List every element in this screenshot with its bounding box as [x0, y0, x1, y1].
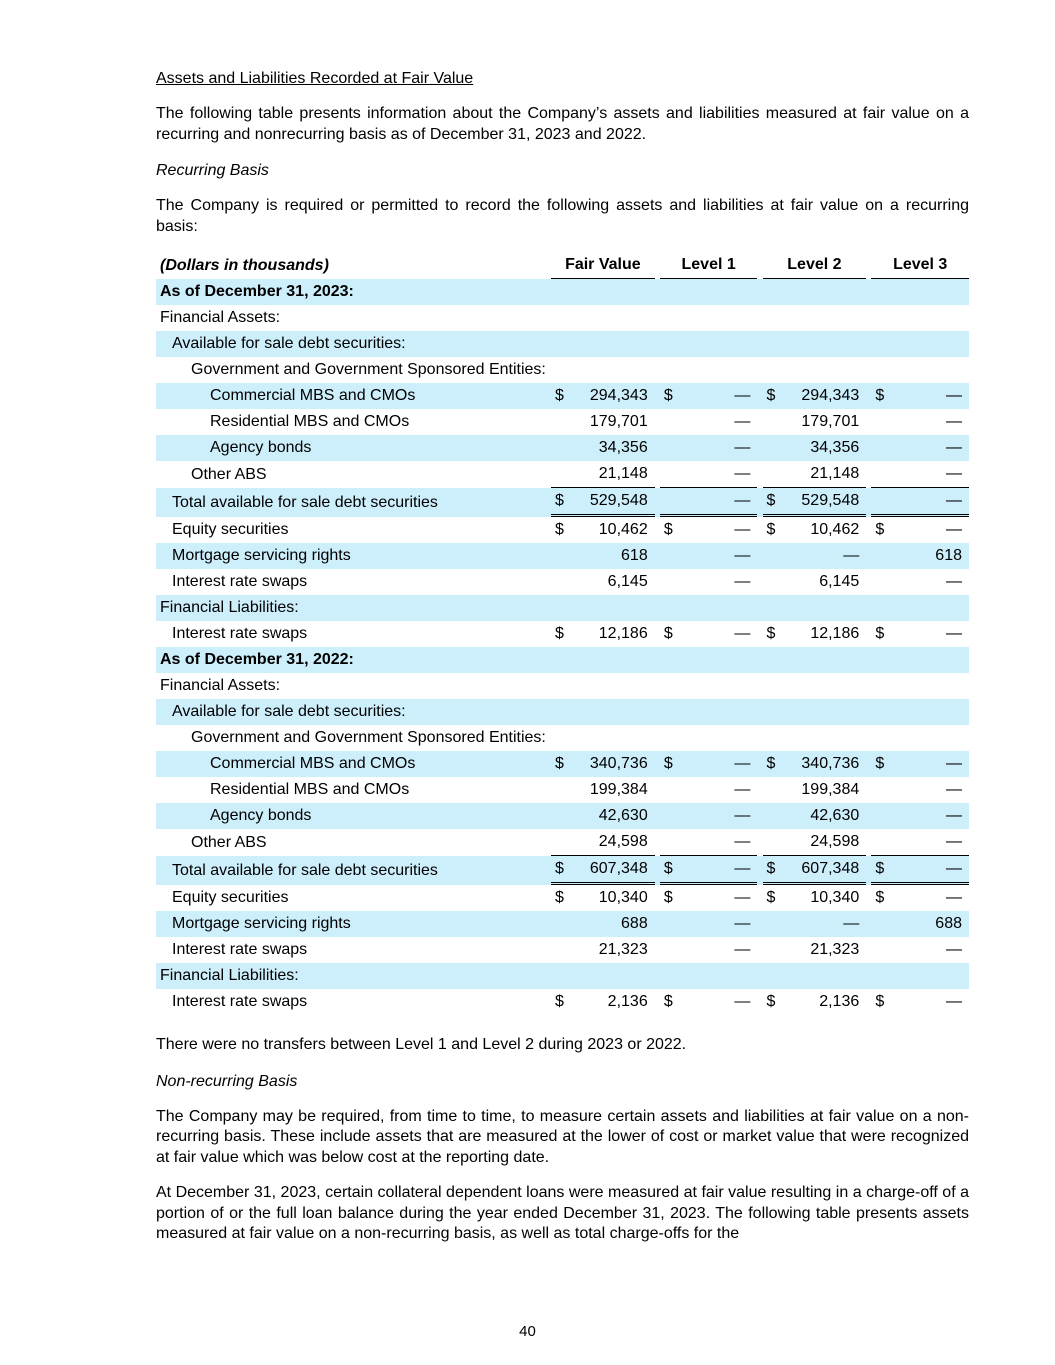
level-2-cell: 340,736	[779, 751, 866, 777]
currency-symbol: $	[875, 521, 885, 538]
fair-value-cell: 2,136	[607, 993, 648, 1010]
table-row	[156, 621, 969, 647]
currency-symbol: $	[555, 521, 564, 538]
fair-value-cell: 688	[568, 911, 655, 937]
currency-symbol	[763, 777, 780, 803]
row-filler	[546, 963, 969, 989]
fair-value-cell: 294,343	[568, 383, 655, 409]
currency-symbol: $	[555, 993, 564, 1010]
currency-symbol: $	[663, 625, 673, 642]
level-2-cell: 10,340	[810, 889, 860, 906]
level-3-cell: —	[888, 488, 969, 517]
currency-symbol: $	[663, 889, 673, 906]
level-1-cell: —	[734, 941, 751, 958]
row-label: Commercial MBS and CMOs	[156, 751, 546, 777]
currency-symbol	[871, 435, 888, 461]
row-label: Available for sale debt securities:	[156, 699, 546, 725]
fair-value-cell: 10,340	[598, 889, 648, 906]
fair-value-cell: 607,348	[568, 856, 655, 885]
row-label: Residential MBS and CMOs	[210, 413, 410, 430]
currency-symbol	[551, 911, 568, 937]
row-filler	[546, 357, 969, 383]
currency-symbol	[660, 803, 677, 829]
level-1-cell: —	[734, 573, 751, 590]
currency-symbol	[551, 803, 568, 829]
row-label: Equity securities	[172, 889, 289, 906]
table-row	[156, 989, 969, 1015]
currency-symbol	[551, 829, 568, 856]
level-2-cell: 6,145	[819, 573, 860, 590]
page-number: 40	[519, 1323, 536, 1340]
document-body	[156, 68, 969, 1260]
currency-symbol	[551, 543, 568, 569]
currency-symbol	[871, 543, 888, 569]
currency-symbol: $	[551, 856, 568, 885]
level-2-cell: 21,323	[810, 941, 860, 958]
currency-symbol: $	[871, 856, 888, 885]
row-label: As of December 31, 2023:	[156, 279, 546, 305]
table-row	[156, 461, 969, 488]
currency-symbol: $	[875, 889, 885, 906]
row-label: Equity securities	[172, 521, 289, 538]
fair-value-cell: 6,145	[607, 573, 648, 590]
header-fair-value: Fair Value	[551, 252, 655, 279]
level-3-cell: —	[888, 829, 969, 856]
level-1-cell: —	[734, 993, 751, 1010]
level-2-cell: 34,356	[779, 435, 866, 461]
table-row	[156, 569, 969, 595]
table-row	[156, 937, 969, 963]
currency-symbol: $	[766, 521, 776, 538]
level-3-cell: 688	[888, 911, 969, 937]
fair-value-cell: 618	[568, 543, 655, 569]
currency-symbol	[763, 461, 780, 488]
level-2-cell: —	[779, 543, 866, 569]
table-row	[156, 911, 969, 937]
currency-symbol: $	[660, 856, 677, 885]
level-1-cell: —	[677, 383, 758, 409]
table-row	[156, 543, 969, 569]
row-label: Agency bonds	[156, 435, 546, 461]
currency-symbol: $	[871, 751, 888, 777]
table-row	[156, 647, 969, 673]
row-filler	[546, 595, 969, 621]
currency-symbol	[871, 569, 888, 595]
currency-symbol	[660, 829, 677, 856]
level-2-cell: 607,348	[779, 856, 866, 885]
fair-value-cell: 529,548	[568, 488, 655, 517]
level-1-cell: —	[734, 781, 751, 798]
currency-symbol: $	[766, 625, 776, 642]
level-2-cell: —	[779, 911, 866, 937]
currency-symbol	[551, 409, 568, 435]
currency-symbol	[551, 937, 568, 963]
currency-symbol: $	[663, 993, 673, 1010]
row-label: Government and Government Sponsored Entities:	[191, 729, 546, 746]
currency-symbol	[763, 829, 780, 856]
currency-symbol	[871, 829, 888, 856]
table-row	[156, 699, 969, 725]
table-row	[156, 595, 969, 621]
row-filler	[546, 673, 969, 699]
level-1-cell: —	[734, 625, 751, 642]
currency-symbol: $	[763, 383, 780, 409]
currency-symbol: $	[551, 383, 568, 409]
level-3-cell: —	[888, 435, 969, 461]
level-1-cell: —	[734, 889, 751, 906]
intro-paragraph: The following table presents information about the Company’s assets and liabilities measured at fair value on a recurring and nonrecurring basis as of December 31, 2023 and 2022.	[156, 105, 969, 143]
row-label: Financial Assets:	[160, 309, 281, 326]
currency-symbol	[763, 435, 780, 461]
currency-symbol	[551, 461, 568, 488]
level-2-cell: 42,630	[779, 803, 866, 829]
nonrecurring-paragraph-1: The Company may be required, from time to time, to measure certain assets and liabilities at fair value on a non-recurring basis. These include assets that are measured at the lower of cost or market value that were recognized at fair value which was below cost at the reporting date.	[156, 1107, 969, 1166]
row-filler	[546, 647, 969, 673]
level-2-cell: 21,148	[779, 461, 866, 488]
table-row	[156, 331, 969, 357]
transfers-paragraph: There were no transfers between Level 1 and Level 2 during 2023 or 2022.	[156, 1036, 687, 1053]
table-row	[156, 279, 969, 305]
fair-value-cell: 10,462	[598, 521, 648, 538]
table-row	[156, 673, 969, 699]
table-row	[156, 357, 969, 383]
row-label: Total available for sale debt securities	[156, 856, 546, 885]
currency-symbol	[551, 777, 568, 803]
header-level-1: Level 1	[660, 252, 758, 279]
level-3-cell: —	[946, 781, 962, 798]
table-row	[156, 963, 969, 989]
currency-symbol: $	[663, 521, 673, 538]
currency-symbol	[871, 777, 888, 803]
currency-symbol	[660, 937, 677, 963]
level-3-cell: —	[888, 751, 969, 777]
currency-symbol: $	[660, 751, 677, 777]
currency-symbol: $	[875, 993, 885, 1010]
currency-symbol: $	[766, 889, 776, 906]
table-row	[156, 409, 969, 435]
header-level-2: Level 2	[763, 252, 867, 279]
row-filler	[546, 331, 969, 357]
table-row	[156, 803, 969, 829]
currency-symbol	[763, 543, 780, 569]
table-row	[156, 885, 969, 911]
row-label: Mortgage servicing rights	[156, 911, 546, 937]
currency-symbol	[763, 911, 780, 937]
currency-symbol	[871, 488, 888, 517]
level-3-cell: —	[946, 993, 962, 1010]
fair-value-cell: 21,148	[568, 461, 655, 488]
row-label: Mortgage servicing rights	[156, 543, 546, 569]
row-label: Interest rate swaps	[172, 941, 308, 958]
level-1-cell: —	[677, 751, 758, 777]
currency-symbol	[551, 435, 568, 461]
row-filler	[546, 279, 969, 305]
level-3-cell: —	[946, 521, 962, 538]
table-row	[156, 488, 969, 517]
level-3-cell: —	[946, 889, 962, 906]
row-label: Financial Liabilities:	[156, 963, 546, 989]
table-row	[156, 751, 969, 777]
recurring-paragraph: The Company is required or permitted to record the following assets and liabilities at fair value on a recurring basis:	[156, 197, 969, 235]
table-row	[156, 383, 969, 409]
row-label: Total available for sale debt securities	[156, 488, 546, 517]
level-2-cell: 10,462	[810, 521, 860, 538]
fair-value-cell: 12,186	[598, 625, 648, 642]
row-label: Other ABS	[191, 465, 267, 483]
currency-symbol	[660, 911, 677, 937]
fair-value-cell: 199,384	[589, 781, 648, 798]
fair-value-cell: 24,598	[568, 829, 655, 856]
currency-symbol	[871, 409, 888, 435]
nonrecurring-heading: Non-recurring Basis	[156, 1072, 298, 1090]
fair-value-cell: 34,356	[568, 435, 655, 461]
currency-symbol	[660, 488, 677, 517]
level-2-cell: 24,598	[779, 829, 866, 856]
level-3-cell: 618	[888, 543, 969, 569]
level-3-cell: —	[946, 413, 962, 430]
fair-value-table	[156, 252, 969, 1015]
currency-symbol: $	[551, 751, 568, 777]
level-1-cell: —	[677, 911, 758, 937]
row-label: Government and Government Sponsored Entities:	[191, 361, 546, 378]
currency-symbol	[551, 569, 568, 595]
row-label: Commercial MBS and CMOs	[156, 383, 546, 409]
recurring-heading: Recurring Basis	[156, 162, 269, 179]
header-level-3: Level 3	[871, 252, 969, 279]
row-filler	[546, 699, 969, 725]
row-filler	[546, 305, 969, 331]
table-header-row	[156, 252, 969, 279]
currency-symbol	[660, 461, 677, 488]
currency-symbol	[660, 409, 677, 435]
row-filler	[546, 725, 969, 751]
level-1-cell: —	[677, 856, 758, 885]
level-2-cell: 529,548	[779, 488, 866, 517]
level-3-cell: —	[946, 625, 962, 642]
currency-symbol: $	[660, 383, 677, 409]
currency-symbol	[871, 461, 888, 488]
row-label: Residential MBS and CMOs	[210, 781, 410, 798]
table-row	[156, 305, 969, 331]
level-1-cell: —	[677, 829, 758, 856]
row-label: As of December 31, 2022:	[156, 647, 546, 673]
level-1-cell: —	[734, 413, 751, 430]
fair-value-cell: 21,323	[598, 941, 648, 958]
level-2-cell: 2,136	[819, 993, 860, 1010]
row-label: Interest rate swaps	[172, 625, 308, 642]
currency-symbol	[660, 569, 677, 595]
row-label: Financial Liabilities:	[156, 595, 546, 621]
header-label: (Dollars in thousands)	[160, 256, 329, 274]
level-1-cell: —	[677, 461, 758, 488]
row-label: Interest rate swaps	[172, 573, 308, 590]
level-3-cell: —	[888, 803, 969, 829]
currency-symbol: $	[551, 488, 568, 517]
currency-symbol: $	[875, 625, 885, 642]
fair-value-cell: 179,701	[589, 413, 648, 430]
level-3-cell: —	[888, 461, 969, 488]
currency-symbol	[763, 803, 780, 829]
currency-symbol: $	[871, 383, 888, 409]
level-3-cell: —	[946, 941, 962, 958]
table-row	[156, 829, 969, 856]
table-row	[156, 725, 969, 751]
row-label: Other ABS	[191, 833, 267, 851]
level-1-cell: —	[677, 543, 758, 569]
level-1-cell: —	[677, 435, 758, 461]
currency-symbol	[660, 435, 677, 461]
table-row	[156, 435, 969, 461]
currency-symbol	[871, 803, 888, 829]
currency-symbol: $	[763, 856, 780, 885]
currency-symbol: $	[763, 488, 780, 517]
level-2-cell: 179,701	[801, 413, 860, 430]
fair-value-cell: 42,630	[568, 803, 655, 829]
nonrecurring-paragraph-2: At December 31, 2023, certain collateral dependent loans were measured at fair value resulting in a charge-off of a portion of or the full loan balance during the year ended December 31, 2023. The following table presents assets measured at fair value on a non-recurring basis, as well as total charge-offs for the	[156, 1184, 969, 1242]
level-2-cell: 199,384	[801, 781, 860, 798]
level-3-cell: —	[888, 856, 969, 885]
table-row	[156, 777, 969, 803]
currency-symbol	[871, 937, 888, 963]
level-3-cell: —	[946, 573, 962, 590]
currency-symbol: $	[766, 993, 776, 1010]
section-title: Assets and Liabilities Recorded at Fair Value	[156, 70, 474, 87]
row-label: Interest rate swaps	[172, 993, 308, 1010]
currency-symbol	[763, 937, 780, 963]
currency-symbol: $	[763, 751, 780, 777]
level-1-cell: —	[734, 521, 751, 538]
currency-symbol	[660, 543, 677, 569]
row-label: Agency bonds	[156, 803, 546, 829]
table-row	[156, 856, 969, 885]
level-2-cell: 294,343	[779, 383, 866, 409]
currency-symbol: $	[555, 625, 564, 642]
level-2-cell: 12,186	[810, 625, 860, 642]
row-label: Financial Assets:	[160, 677, 281, 694]
currency-symbol	[763, 569, 780, 595]
currency-symbol	[871, 911, 888, 937]
table-row	[156, 517, 969, 543]
currency-symbol	[763, 409, 780, 435]
level-1-cell: —	[677, 803, 758, 829]
level-3-cell: —	[888, 383, 969, 409]
fair-value-cell: 340,736	[568, 751, 655, 777]
currency-symbol	[660, 777, 677, 803]
level-1-cell: —	[677, 488, 758, 517]
currency-symbol: $	[555, 889, 564, 906]
row-label: Available for sale debt securities:	[156, 331, 546, 357]
